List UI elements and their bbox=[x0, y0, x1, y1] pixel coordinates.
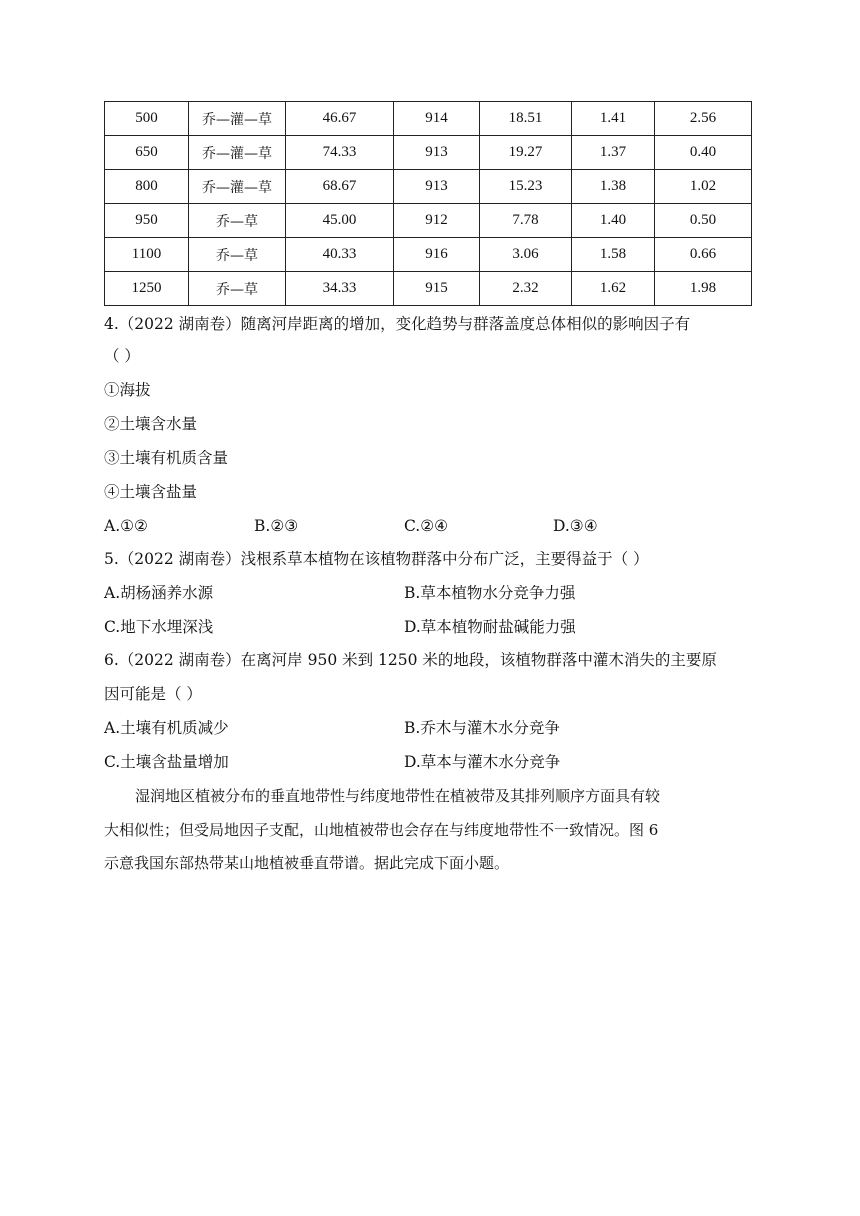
table-cell: 18.51 bbox=[480, 102, 572, 136]
table-cell: 912 bbox=[394, 204, 480, 238]
table-cell: 40.33 bbox=[286, 238, 394, 272]
table-cell: 乔—草 bbox=[189, 204, 286, 238]
passage-line1: 湿润地区植被分布的垂直地带性与纬度地带性在植被带及其排列顺序方面具有较 bbox=[135, 787, 661, 805]
table-cell: 74.33 bbox=[286, 136, 394, 170]
q4-item-2: ②土壤含水量 bbox=[104, 415, 198, 433]
table-cell: 1.02 bbox=[655, 170, 752, 204]
passage-line2: 大相似性；但受局地因子支配，山地植被带也会存在与纬度地带性不一致情况。图 6 bbox=[104, 821, 659, 839]
table-cell: 0.40 bbox=[655, 136, 752, 170]
q4-item-3: ③土壤有机质含量 bbox=[104, 449, 229, 467]
q5-option-d: D.草本植物耐盐碱能力强 bbox=[404, 618, 576, 636]
table-row bbox=[105, 102, 752, 136]
table-cell: 0.66 bbox=[655, 238, 752, 272]
table-cell: 916 bbox=[394, 238, 480, 272]
table-cell: 1.62 bbox=[572, 272, 655, 306]
table-cell: 2.32 bbox=[480, 272, 572, 306]
table-cell: 915 bbox=[394, 272, 480, 306]
table-cell: 950 bbox=[105, 204, 189, 238]
q5-option-b: B.草本植物水分竞争力强 bbox=[404, 584, 576, 602]
q4-stem-line1: 4.（2022 湖南卷）随离河岸距离的增加，变化趋势与群落盖度总体相似的影响因子有 bbox=[104, 315, 691, 333]
table-cell: 乔—灌—草 bbox=[189, 136, 286, 170]
table-row bbox=[105, 204, 752, 238]
table-cell: 15.23 bbox=[480, 170, 572, 204]
table-row bbox=[105, 272, 752, 306]
table-row bbox=[105, 170, 752, 204]
table-cell: 1.41 bbox=[572, 102, 655, 136]
table-cell: 1100 bbox=[105, 238, 189, 272]
table-cell: 乔—灌—草 bbox=[189, 102, 286, 136]
table-cell: 0.50 bbox=[655, 204, 752, 238]
table-cell: 1.98 bbox=[655, 272, 752, 306]
table-body bbox=[105, 102, 752, 306]
table-cell: 7.78 bbox=[480, 204, 572, 238]
table-cell: 914 bbox=[394, 102, 480, 136]
q5-stem: 5.（2022 湖南卷）浅根系草本植物在该植物群落中分布广泛，主要得益于（ ） bbox=[104, 550, 649, 568]
table-cell: 650 bbox=[105, 136, 189, 170]
table-cell: 1.38 bbox=[572, 170, 655, 204]
table-cell: 913 bbox=[394, 136, 480, 170]
table-cell: 500 bbox=[105, 102, 189, 136]
data-table bbox=[104, 101, 752, 306]
q6-option-a: A.土壤有机质减少 bbox=[104, 719, 229, 737]
table-cell: 19.27 bbox=[480, 136, 572, 170]
passage-line3: 示意我国东部热带某山地植被垂直带谱。据此完成下面小题。 bbox=[104, 854, 510, 872]
table-cell: 2.56 bbox=[655, 102, 752, 136]
table-cell: 46.67 bbox=[286, 102, 394, 136]
table-row bbox=[105, 238, 752, 272]
table-cell: 1.37 bbox=[572, 136, 655, 170]
table-cell: 34.33 bbox=[286, 272, 394, 306]
q6-option-d: D.草本与灌木水分竞争 bbox=[404, 753, 561, 771]
table-row bbox=[105, 136, 752, 170]
q4-item-1: ①海拔 bbox=[104, 381, 151, 399]
q5-option-a: A.胡杨涵养水源 bbox=[104, 584, 214, 602]
q5-option-c: C.地下水埋深浅 bbox=[104, 618, 214, 636]
table-cell: 乔—灌—草 bbox=[189, 170, 286, 204]
q6-option-c: C.土壤含盐量增加 bbox=[104, 753, 229, 771]
table-cell: 68.67 bbox=[286, 170, 394, 204]
q4-option-b: B.②③ bbox=[254, 517, 299, 535]
table-cell: 45.00 bbox=[286, 204, 394, 238]
q6-stem-line1: 6.（2022 湖南卷）在离河岸 950 米到 1250 米的地段，该植物群落中灌木消失的主要原 bbox=[104, 651, 717, 669]
q6-option-b: B.乔木与灌木水分竞争 bbox=[404, 719, 560, 737]
q4-stem-line2: （ ） bbox=[104, 347, 140, 365]
q4-item-4: ④土壤含盐量 bbox=[104, 483, 198, 501]
table-cell: 1.58 bbox=[572, 238, 655, 272]
table-cell: 913 bbox=[394, 170, 480, 204]
table-cell: 800 bbox=[105, 170, 189, 204]
q4-option-d: D.③④ bbox=[553, 517, 598, 535]
q4-option-c: C.②④ bbox=[404, 517, 449, 535]
q4-option-a: A.①② bbox=[104, 517, 148, 535]
table-cell: 乔—草 bbox=[189, 272, 286, 306]
q6-stem-line2: 因可能是（ ） bbox=[104, 685, 202, 703]
table-cell: 1.40 bbox=[572, 204, 655, 238]
table-cell: 3.06 bbox=[480, 238, 572, 272]
table-cell: 1250 bbox=[105, 272, 189, 306]
table-cell: 乔—草 bbox=[189, 238, 286, 272]
